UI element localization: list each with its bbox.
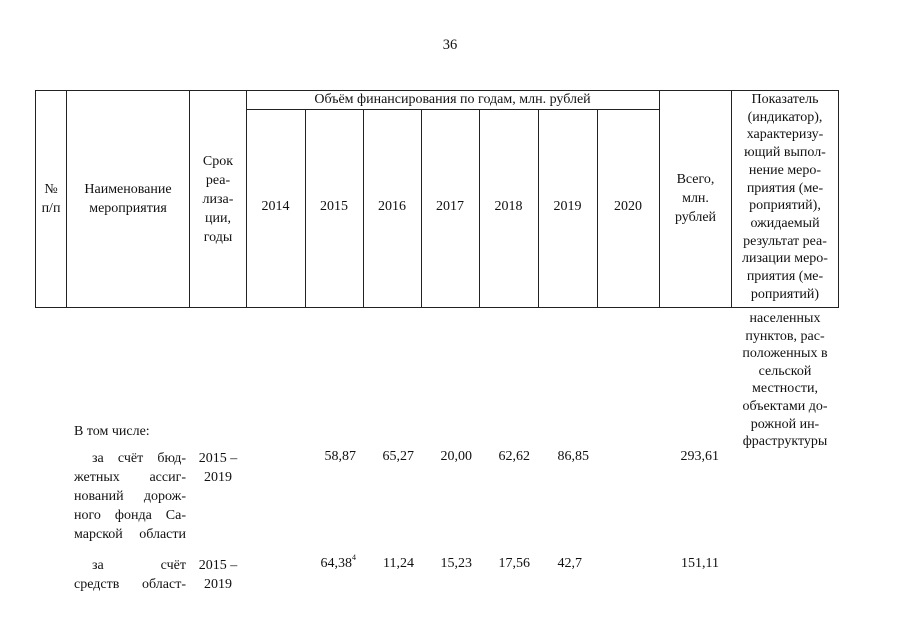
header-indicator-line: характеризу- — [746, 127, 824, 143]
header-indicator-line: нение меро- — [748, 162, 822, 178]
row-1-value-2019: 86,85 — [557, 449, 589, 464]
row-name-line: ного фонда Са- — [74, 508, 186, 523]
row-term-line: 2015 – — [198, 451, 238, 466]
row-term-line: 2019 — [204, 577, 232, 592]
header-no — [36, 180, 66, 218]
indicator-line: пунктов, рас- — [745, 328, 825, 344]
row-term-line: 2015 – — [198, 558, 238, 573]
footnote-mark: 4 — [352, 553, 356, 562]
indicator-line: фраструктуры — [742, 434, 828, 450]
header-term-line: годы — [203, 230, 233, 245]
row-1-total: 293,61 — [680, 449, 719, 464]
row-2-value-2015-text: 64,38 — [320, 556, 352, 571]
indicator-line: местности, — [752, 381, 818, 397]
row-1-name — [74, 449, 186, 544]
header-term — [190, 152, 246, 247]
header-term-line: лиза- — [202, 192, 234, 207]
row-name-line: жетных ассиг- — [74, 470, 186, 485]
header-year: 2019 — [553, 199, 582, 214]
header-indicator-line: ющий выпол- — [744, 145, 826, 161]
header-year: 2015 — [320, 199, 348, 214]
header-term-line: Срок — [202, 154, 234, 169]
header-no-line: п/п — [41, 201, 61, 216]
header-total-line: млн. — [682, 191, 709, 206]
header-name-line: Наименование — [84, 182, 172, 197]
row-name-line: за счёт бюд- — [92, 451, 186, 466]
indicator-line: положенных в — [742, 346, 828, 362]
row-1-value-2018: 62,62 — [498, 449, 530, 464]
indicator-line: населенных — [749, 311, 821, 326]
indicator-continuation — [732, 310, 838, 451]
header-funding-title: Объём финансирования по годам, млн. рублей — [314, 92, 591, 107]
page-number: 36 — [442, 37, 458, 53]
header-no-line: № — [44, 182, 58, 197]
row-2-value-2016: 11,24 — [383, 556, 414, 571]
header-indicator-line: роприятий), — [749, 198, 821, 214]
header-indicator-line: результат реа- — [743, 233, 827, 249]
header-year: 2018 — [494, 199, 523, 214]
header-year: 2017 — [436, 199, 464, 214]
row-2-term — [190, 556, 246, 594]
row-1-value-2016: 65,27 — [382, 449, 414, 464]
row-name-line: нований дорож- — [74, 489, 186, 504]
header-indicator-line: (индикатор), — [747, 109, 823, 125]
header-indicator-line: лизации меро- — [742, 251, 828, 267]
row-name-line: за счёт — [92, 558, 186, 573]
header-indicator-line: ожидаемый — [750, 215, 820, 231]
header-year: 2014 — [261, 199, 290, 214]
header-indicator — [732, 91, 838, 303]
row-term-line: 2019 — [204, 470, 232, 485]
row-1-value-2017: 20,00 — [440, 449, 472, 464]
header-indicator-line: приятия (ме- — [746, 180, 824, 196]
row-2-value-2015 — [305, 553, 356, 572]
header-indicator-line: Показатель — [751, 92, 819, 107]
row-name-line: средств област- — [74, 577, 186, 592]
header-indicator-line: роприятий) — [750, 286, 820, 302]
header-name-line: мероприятия — [89, 201, 167, 216]
row-1-term — [190, 449, 246, 487]
row-2-value-2019: 42,7 — [557, 556, 582, 571]
row-1-value-2015: 58,87 — [324, 449, 356, 464]
indicator-line: рожной ин- — [750, 416, 820, 432]
header-term-line: реа- — [205, 173, 231, 188]
row-2-name — [74, 556, 186, 594]
header-term-line: ции, — [205, 211, 231, 226]
header-total-line: Всего, — [676, 172, 715, 187]
header-total — [660, 170, 731, 227]
header-indicator-line: приятия (ме- — [746, 269, 824, 285]
row-2-value-2017: 15,23 — [440, 556, 472, 571]
header-year: 2016 — [378, 199, 406, 214]
header-total-line: рублей — [674, 210, 717, 225]
header-year: 2020 — [614, 199, 642, 214]
row-2-total: 151,11 — [681, 556, 719, 571]
header-name — [67, 180, 189, 218]
indicator-line: объектами до- — [742, 398, 828, 414]
including-label: В том числе: — [74, 424, 150, 439]
row-name-line: марской области — [74, 527, 186, 542]
indicator-line: сельской — [758, 363, 812, 379]
row-2-value-2018: 17,56 — [498, 556, 530, 571]
